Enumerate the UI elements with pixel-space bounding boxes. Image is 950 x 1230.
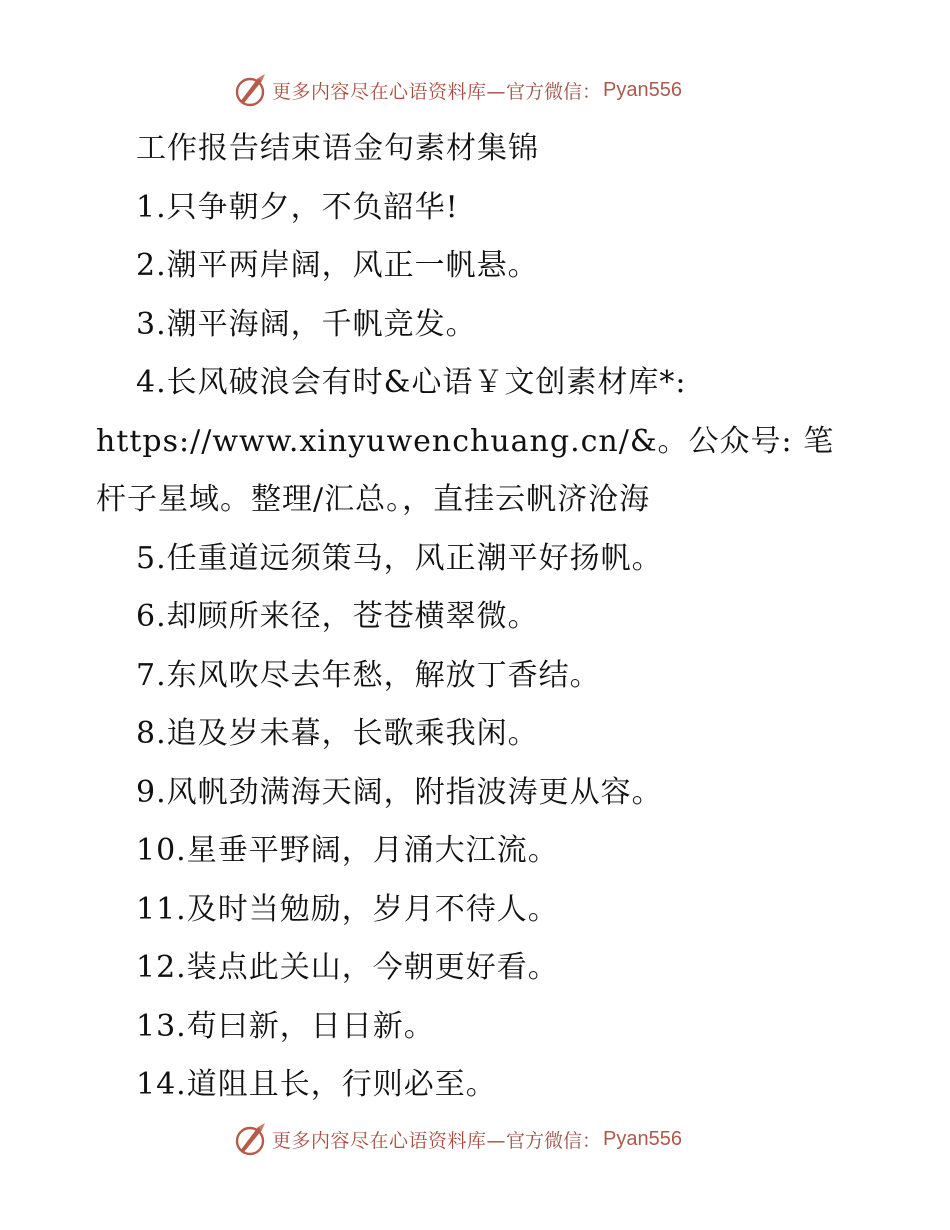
list-item: 13.苟曰新，日日新。: [136, 1008, 435, 1044]
list-item: 4.长风破浪会有时&心语￥文创素材库*:: [136, 365, 687, 400]
banner-text: 更多内容尽在心语资料库—: [272, 1129, 507, 1152]
list-item: 8.追及岁未暮，长歌乘我闲。: [136, 716, 539, 751]
quill-pen-logo-icon: [232, 72, 268, 108]
document-title: 工作报告结束语金句素材集锦: [136, 131, 539, 166]
list-item: 3.潮平海阔，千帆竞发。: [136, 306, 477, 342]
list-item: 11.及时当勉励，岁月不待人。: [136, 891, 559, 927]
banner-text: 更多内容尽在心语资料库—: [272, 80, 507, 103]
list-item: 5.任重道远须策马，风正潮平好扬帆。: [136, 540, 663, 576]
list-item: 9.风帆劲满海天阔，附指波涛更从容。: [136, 774, 663, 810]
list-item: 12.装点此关山，今朝更好看。: [136, 950, 559, 985]
banner-wechat-label: 官方微信：: [506, 1129, 602, 1152]
list-item: 14.道阻且长，行则必至。: [136, 1067, 497, 1102]
banner-wechat-id: Pyan556: [603, 78, 682, 101]
quill-pen-logo-icon: [232, 1121, 268, 1157]
list-item: 1.只争朝夕，不负韶华!: [136, 189, 459, 225]
banner-wechat-label: 官方微信：: [506, 80, 602, 103]
list-item: 7.东风吹尽去年愁，解放丁香结。: [136, 657, 601, 693]
banner-wechat-id: Pyan556: [603, 1127, 682, 1150]
document-body: [96, 120, 856, 1115]
header-banner: [232, 70, 682, 110]
list-item: 10.星垂平野阔，月涌大江流。: [136, 833, 559, 868]
list-item-continuation: https://www.xinyuwenchuang.cn/&。公众号: 笔: [96, 423, 835, 459]
list-item: 6.却顾所来径，苍苍横翠微。: [136, 599, 539, 634]
list-item: 2.潮平两岸阔，风正一帆悬。: [136, 248, 539, 283]
list-item-continuation: 杆子星域。整理/汇总。，直挂云帆济沧海: [96, 482, 651, 517]
footer-banner: [232, 1119, 682, 1159]
